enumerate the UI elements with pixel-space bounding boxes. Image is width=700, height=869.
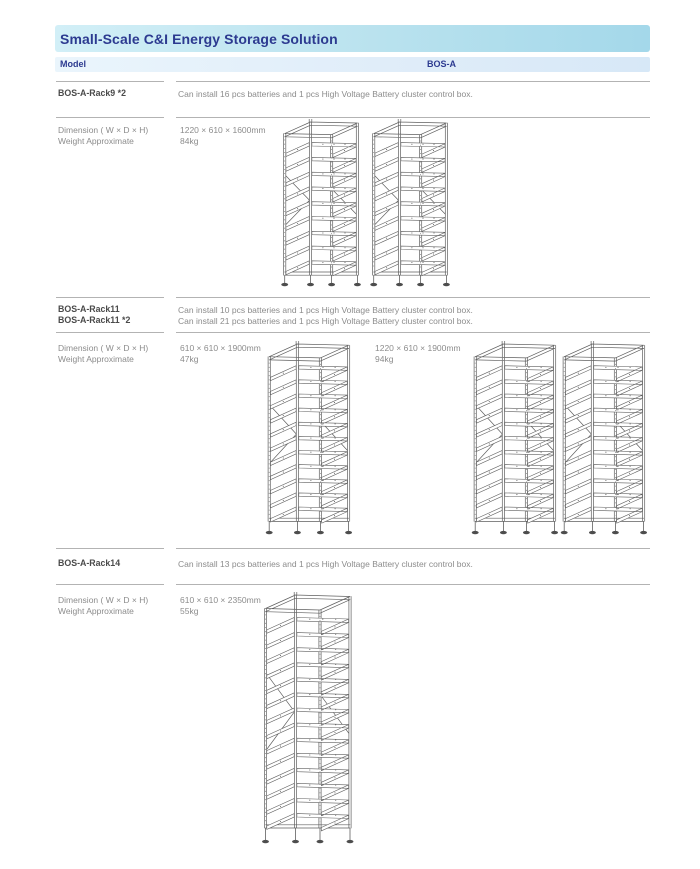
spec-labels-line: Weight Approximate (58, 606, 134, 616)
rack-drawing (369, 119, 455, 287)
section-rule-right (176, 584, 650, 585)
column-header-product: BOS-A (427, 59, 456, 69)
column-header-model: Model (60, 59, 86, 69)
spec-values-line: 55kg (180, 606, 199, 616)
rack-figure (264, 341, 358, 535)
model-description-line: Can install 13 pcs batteries and 1 pcs High Voltage Battery cluster control box. (178, 559, 473, 569)
page-title: Small-Scale C&I Energy Storage Solution (60, 30, 338, 47)
model-name (58, 558, 120, 569)
section-rule-left (56, 584, 164, 585)
spec-values (180, 125, 266, 147)
model-name-line: BOS-A-Rack11 (58, 304, 120, 314)
spec-labels-line: Weight Approximate (58, 136, 134, 146)
spec-values-line: 1220 × 610 × 1900mm (375, 343, 461, 353)
model-name (58, 88, 126, 99)
model-name-line: BOS-A-Rack9 *2 (58, 88, 126, 98)
model-description (178, 559, 473, 570)
spec-labels-line: Dimension ( W × D × H) (58, 343, 149, 353)
spec-values-line: 94kg (375, 354, 394, 364)
spec-values-line: 47kg (180, 354, 199, 364)
rack-figure (559, 341, 653, 535)
spec-values-line: 610 × 610 × 2350mm (180, 595, 261, 605)
spec-values (180, 343, 261, 365)
section-rule-left (56, 81, 164, 82)
page-title-banner (55, 25, 650, 52)
section-rule-right (176, 548, 650, 549)
rack-drawing (559, 341, 653, 535)
spec-values-line: 84kg (180, 136, 199, 146)
model-description (178, 305, 473, 327)
section-rule-left (56, 117, 164, 118)
rack-drawing (260, 592, 360, 844)
rack-figure (280, 119, 366, 287)
spec-values (375, 343, 461, 365)
section-rule-left (56, 332, 164, 333)
model-description-line: Can install 10 pcs batteries and 1 pcs High Voltage Battery cluster control box. (178, 305, 473, 315)
spec-labels (58, 125, 148, 147)
rack-figure (369, 119, 455, 287)
rack-figure (470, 341, 564, 535)
section-rule-right (176, 81, 650, 82)
spec-labels-line: Dimension ( W × D × H) (58, 125, 149, 135)
rack-figure (260, 592, 360, 844)
rack-drawing (280, 119, 366, 287)
spec-values-line: 1220 × 610 × 1600mm (180, 125, 266, 135)
spec-labels-line: Dimension ( W × D × H) (58, 595, 149, 605)
rack-drawing (470, 341, 564, 535)
section-rule-left (56, 297, 164, 298)
model-description-line: Can install 21 pcs batteries and 1 pcs High Voltage Battery cluster control box. (178, 316, 473, 326)
section-rule-right (176, 332, 650, 333)
spec-labels (58, 343, 148, 365)
section-rule-right (176, 297, 650, 298)
section-rule-right (176, 117, 650, 118)
section-rule-left (56, 548, 164, 549)
model-description-line: Can install 16 pcs batteries and 1 pcs High Voltage Battery cluster control box. (178, 89, 473, 99)
model-description (178, 89, 473, 100)
spec-labels (58, 595, 148, 617)
spec-values (180, 595, 261, 617)
rack-drawing (264, 341, 358, 535)
model-name-line: BOS-A-Rack14 (58, 558, 121, 568)
spec-labels-line: Weight Approximate (58, 354, 134, 364)
spec-values-line: 610 × 610 × 1900mm (180, 343, 261, 353)
model-name-line: BOS-A-Rack11 *2 (58, 315, 131, 325)
model-name (58, 304, 130, 326)
table-header-row (55, 57, 650, 72)
